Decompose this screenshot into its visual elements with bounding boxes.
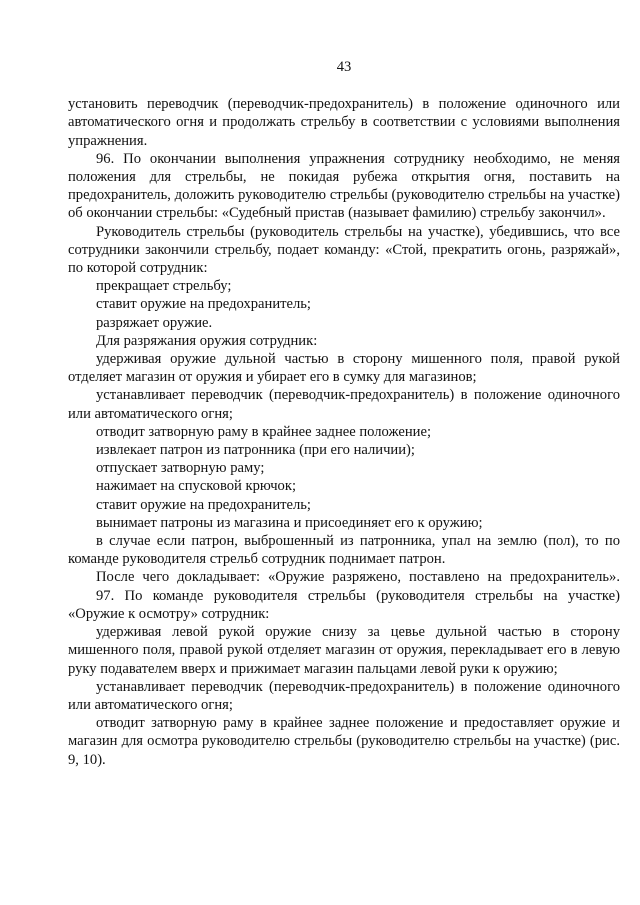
paragraph: Руководитель стрельбы (руководитель стрельбы на участке), убедившись, что все сотрудники закончили стрельбу, подает команду: «Стой, прекратить огонь, разряжай», по которой сотрудник: — [68, 223, 620, 277]
paragraph: извлекает патрон из патронника (при его наличии); — [96, 442, 415, 459]
paragraph: установить переводчик (переводчик-предохранитель) в положение одиночного или автоматического огня и продолжать стрельбу в соответствии с условиями выполнения упражнения. — [68, 96, 620, 149]
paragraph: удерживая левой рукой оружие снизу за цевье дульной частью в сторону мишенного поля, правой рукой отделяет магазин от оружия, перекладывает его в левую руку подавателем вверх и прижимает магазин пальцами левой руки к оружию; — [68, 624, 620, 677]
paragraph: Для разряжания оружия сотрудник: — [96, 332, 318, 349]
page-number: 43 — [336, 59, 352, 75]
paragraph: нажимает на спусковой крючок; — [96, 478, 297, 495]
paragraph: ставит оружие на предохранитель; — [96, 296, 311, 313]
document-page — [68, 58, 620, 769]
paragraph: в случае если патрон, выброшенный из патронника, упал на землю (пол), то по команде руководителя стрельб сотрудник поднимает патрон. — [68, 533, 620, 568]
paragraph: вынимает патроны из магазина и присоединяет его к оружию; — [96, 514, 483, 531]
paragraph: устанавливает переводчик (переводчик-предохранитель) в положение одиночного или автоматического огня; — [68, 387, 620, 422]
paragraph: отводит затворную раму в крайнее заднее положение и предоставляет оружие и магазин для осмотра руководителю стрельбы (руководителю стрельбы на участке) (рис. 9, 10). — [68, 715, 620, 768]
paragraph: После чего докладывает: «Оружие разряжено, поставлено на предохранитель». — [96, 569, 620, 586]
paragraph: ставит оружие на предохранитель; — [96, 496, 311, 513]
paragraph: 97. По команде руководителя стрельбы (руководителя стрельбы на участке) «Оружие к осмотру» сотрудник: — [68, 587, 620, 622]
paragraph: отпускает затворную раму; — [96, 460, 265, 477]
paragraph: устанавливает переводчик (переводчик-предохранитель) в положение одиночного или автоматического огня; — [68, 678, 620, 713]
paragraph: прекращает стрельбу; — [96, 278, 232, 295]
paragraph: 96. По окончании выполнения упражнения сотруднику необходимо, не меняя положения для стрельбы, не покидая рубежа открытия огня, поставить на предохранитель, доложить руководителю стрельбы (руководителю стрельбы на участке) об окончании стрельбы: «Судебный пристав (называет фамилию) стрельбу закончил». — [68, 150, 620, 222]
document-body — [68, 95, 620, 769]
paragraph: разряжает оружие. — [96, 314, 213, 331]
paragraph: отводит затворную раму в крайнее заднее положение; — [96, 423, 432, 440]
paragraph: удерживая оружие дульной частью в сторону мишенного поля, правой рукой отделяет магазин от оружия и убирает его в сумку для магазинов; — [68, 351, 620, 386]
